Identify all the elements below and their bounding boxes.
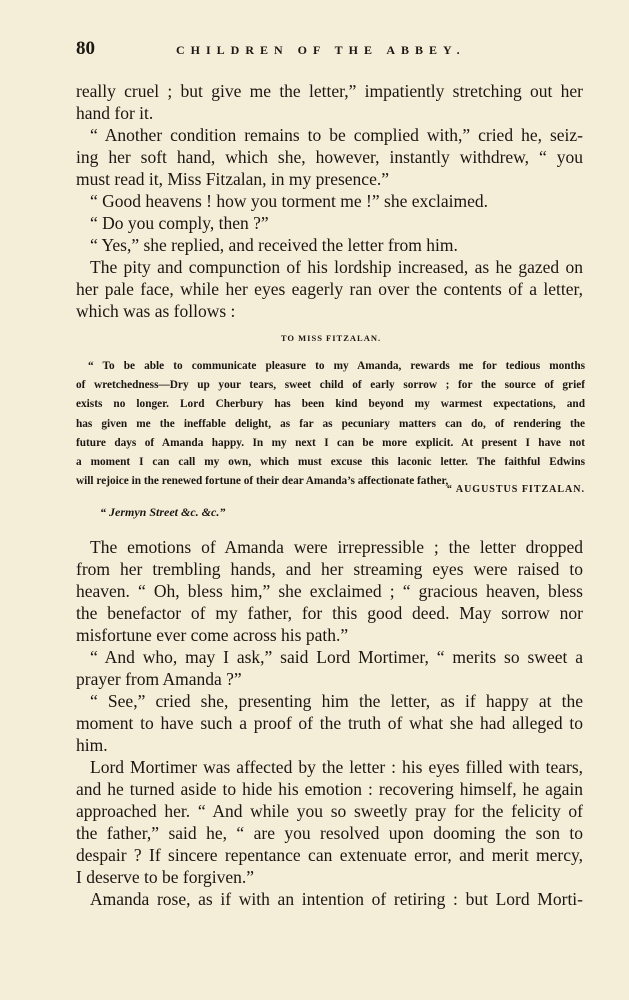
text-line: I deserve to be forgiven.” xyxy=(76,867,255,887)
letter-heading: TO MISS FITZALAN. xyxy=(280,333,382,343)
text-line: “ See,” cried she, presenting him the letter, as if happy at the xyxy=(90,691,583,711)
letter-line: future days of Amanda happy. In my next I can be more explicit. At present I have not xyxy=(76,436,585,449)
letter-dateline: “ Jermyn Street &c. &c.” xyxy=(100,505,226,519)
text-line: really cruel ; but give me the letter,” impatiently stretching out her xyxy=(76,81,583,101)
text-line: heaven. “ Oh, bless him,” she exclaimed ; “ gracious heaven, bless xyxy=(76,581,583,601)
text-line: must read it, Miss Fitzalan, in my presence.” xyxy=(76,169,389,189)
text-line: ing her soft hand, which she, however, instantly withdrew, “ you xyxy=(76,147,583,167)
letter-line: of wretchedness—Dry up your tears, sweet child of early sorrow ; for the source of grief xyxy=(76,379,585,392)
text-line: misfortune ever come across his path.” xyxy=(76,625,349,645)
text-line: The emotions of Amanda were irrepressible ; the letter dropped xyxy=(90,537,583,557)
text-line: “ Yes,” she replied, and received the letter from him. xyxy=(90,235,458,255)
page-number: 80 xyxy=(76,38,95,59)
letter-line: a moment I can call my own, which must excuse this laconic letter. The faithful Edwins xyxy=(76,455,585,468)
letter-line: has given me the ineffable delight, as far as pecuniary matters can do, of rendering the xyxy=(76,417,585,430)
body-text-bottom xyxy=(76,536,583,910)
text-line: which was as follows : xyxy=(76,301,236,321)
text-line: prayer from Amanda ?” xyxy=(76,669,242,689)
text-line: “ And who, may I ask,” said Lord Mortimer, “ merits so sweet a xyxy=(90,647,583,667)
text-line: hand for it. xyxy=(76,103,154,123)
text-line: “ Another condition remains to be complied with,” cried he, seiz- xyxy=(90,125,583,145)
text-line: from her trembling hands, and her streaming eyes were raised to xyxy=(76,559,583,579)
page-header xyxy=(76,38,586,62)
letter-line: “ To be able to communicate pleasure to my Amanda, rewards me for tedious months xyxy=(88,360,585,372)
text-line: despair ? If sincere repentance can extenuate error, and merit mercy, xyxy=(76,845,583,865)
text-line: her pale face, while her eyes eagerly ran over the contents of a letter, xyxy=(76,279,583,299)
text-line: Lord Mortimer was affected by the letter : his eyes filled with tears, xyxy=(90,757,583,777)
text-line: Amanda rose, as if with an intention of retiring : but Lord Morti- xyxy=(90,889,583,909)
text-line: the benefactor of my father, for this good deed. May sorrow nor xyxy=(76,603,583,623)
text-line: moment to have such a proof of the truth of what she had alleged to xyxy=(76,713,583,733)
letter-signature: “ AUGUSTUS FITZALAN. xyxy=(446,484,585,495)
text-line: him. xyxy=(76,735,108,755)
text-line: the father,” said he, “ are you resolved upon dooming the son to xyxy=(76,823,583,843)
letter-line: exists no longer. Lord Cherbury has been kind beyond my warmest expectations, and xyxy=(76,398,585,411)
letter-line: will rejoice in the renewed fortune of their dear Amanda’s affectionate father, xyxy=(76,475,449,488)
text-line: “ Good heavens ! how you torment me !” she exclaimed. xyxy=(90,191,488,211)
text-line: and he turned aside to hide his emotion : recovering himself, he again xyxy=(76,779,583,799)
text-line: The pity and compunction of his lordship increased, as he gazed on xyxy=(90,257,583,277)
running-title: CHILDREN OF THE ABBEY. xyxy=(176,43,466,57)
text-line: “ Do you comply, then ?” xyxy=(90,213,269,233)
text-line: approached her. “ And while you so sweetly pray for the felicity of xyxy=(76,801,583,821)
letter-body xyxy=(76,357,585,491)
body-text-top xyxy=(76,80,583,322)
